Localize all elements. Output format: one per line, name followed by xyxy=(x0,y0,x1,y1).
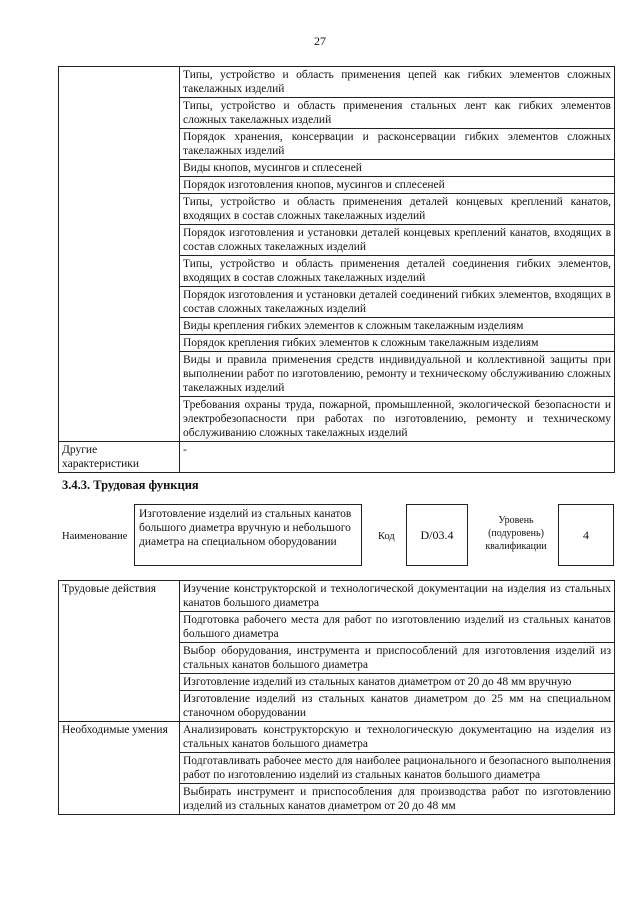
knowledge-item: Порядок изготовления и установки деталей концевых креплений канатов, входящих в состав сложных такелажных изделий xyxy=(180,225,615,256)
labor-action-item: Подготовка рабочего места для работ по изготовлению изделий из стальных канатов большого диаметра xyxy=(180,612,615,643)
skill-item: Анализировать конструкторскую и технологическую документацию на изделия из стальных канатов большого диаметра xyxy=(180,722,615,753)
labor-action-item: Изготовление изделий из стальных канатов диаметром от 20 до 48 мм вручную xyxy=(180,674,615,691)
knowledge-item: Порядок хранения, консервации и расконсервации гибких элементов сложных такелажных изделий xyxy=(180,129,615,160)
labor-action-item: Выбор оборудования, инструмента и приспособлений для изготовления изделий из стальных канатов большого диаметра xyxy=(180,643,615,674)
labor-action-item: Изучение конструкторской и технологической документации на изделия из стальных канатов большого диаметра xyxy=(180,581,615,612)
knowledge-item: Требования охраны труда, пожарной, промышленной, экологической безопасности и электробезопасности при работах по изготовлению, ремонту и техническому обслуживанию сложных такелажных изделий xyxy=(180,397,615,442)
qualification-level-label: Уровень (подуровень) квалификации xyxy=(485,515,547,552)
function-code-label: Код xyxy=(378,531,395,542)
knowledge-item: Типы, устройство и область применения деталей концевых креплений канатов, входящих в состав сложных такелажных изделий xyxy=(180,194,615,225)
knowledge-item: Виды и правила применения средств индивидуальной и коллективной защиты при выполнении работ по изготовлению, ремонту и техническому обслуживанию сложных такелажных изделий xyxy=(180,352,615,397)
qualification-level-text: 4 xyxy=(583,527,589,542)
knowledge-item: Порядок крепления гибких элементов к сложным такелажным изделиям xyxy=(180,335,615,352)
knowledge-item: Типы, устройство и область применения стальных лент как гибких элементов сложных такелажных изделий xyxy=(180,98,615,129)
table-row xyxy=(59,581,615,612)
knowledge-item: Типы, устройство и область применения цепей как гибких элементов сложных такелажных изделий xyxy=(180,67,615,98)
knowledge-item: Порядок изготовления и установки деталей соединений гибких элементов, входящих в состав сложных такелажных изделий xyxy=(180,287,615,318)
skill-item: Подготавливать рабочее место для наиболее рационального и безопасного выполнения работ по изготовлению изделий из стальных канатов большого диаметра xyxy=(180,753,615,784)
knowledge-item: Виды крепления гибких элементов к сложным такелажным изделиям xyxy=(180,318,615,335)
section-heading: 3.4.3. Трудовая функция xyxy=(62,478,199,492)
knowledge-item: Виды кнопов, мусингов и сплесеней xyxy=(180,160,615,177)
knowledge-table xyxy=(58,66,615,473)
function-name-value: Изготовление изделий из стальных канатов большого диаметра вручную и небольшого диаметра на специальном оборудовании xyxy=(134,504,362,566)
table-row xyxy=(59,722,615,753)
other-characteristics-value: - xyxy=(180,442,615,473)
function-name-label: Наименование xyxy=(62,531,128,542)
table-row xyxy=(59,67,615,98)
other-characteristics-label: Другие характеристики xyxy=(59,442,180,473)
label-cell-empty xyxy=(59,67,180,442)
skill-item: Выбирать инструмент и приспособления для производства работ по изготовлению изделий из стальных канатов диаметром от 20 до 48 мм xyxy=(180,784,615,815)
actions-table xyxy=(58,580,615,815)
function-code-value xyxy=(406,504,468,566)
labor-action-item: Изготовление изделий из стальных канатов диаметром до 25 мм на специальном станочном оборудовании xyxy=(180,691,615,722)
function-code-text: D/03.4 xyxy=(420,527,454,542)
qualification-level-value xyxy=(558,504,614,566)
knowledge-item: Типы, устройство и область применения деталей соединения гибких элементов, входящих в состав сложных такелажных изделий xyxy=(180,256,615,287)
knowledge-item: Порядок изготовления кнопов, мусингов и сплесеней xyxy=(180,177,615,194)
required-skills-label: Необходимые умения xyxy=(59,722,180,815)
table-row xyxy=(59,442,615,473)
page-number: 27 xyxy=(314,34,326,48)
labor-actions-label: Трудовые действия xyxy=(59,581,180,722)
